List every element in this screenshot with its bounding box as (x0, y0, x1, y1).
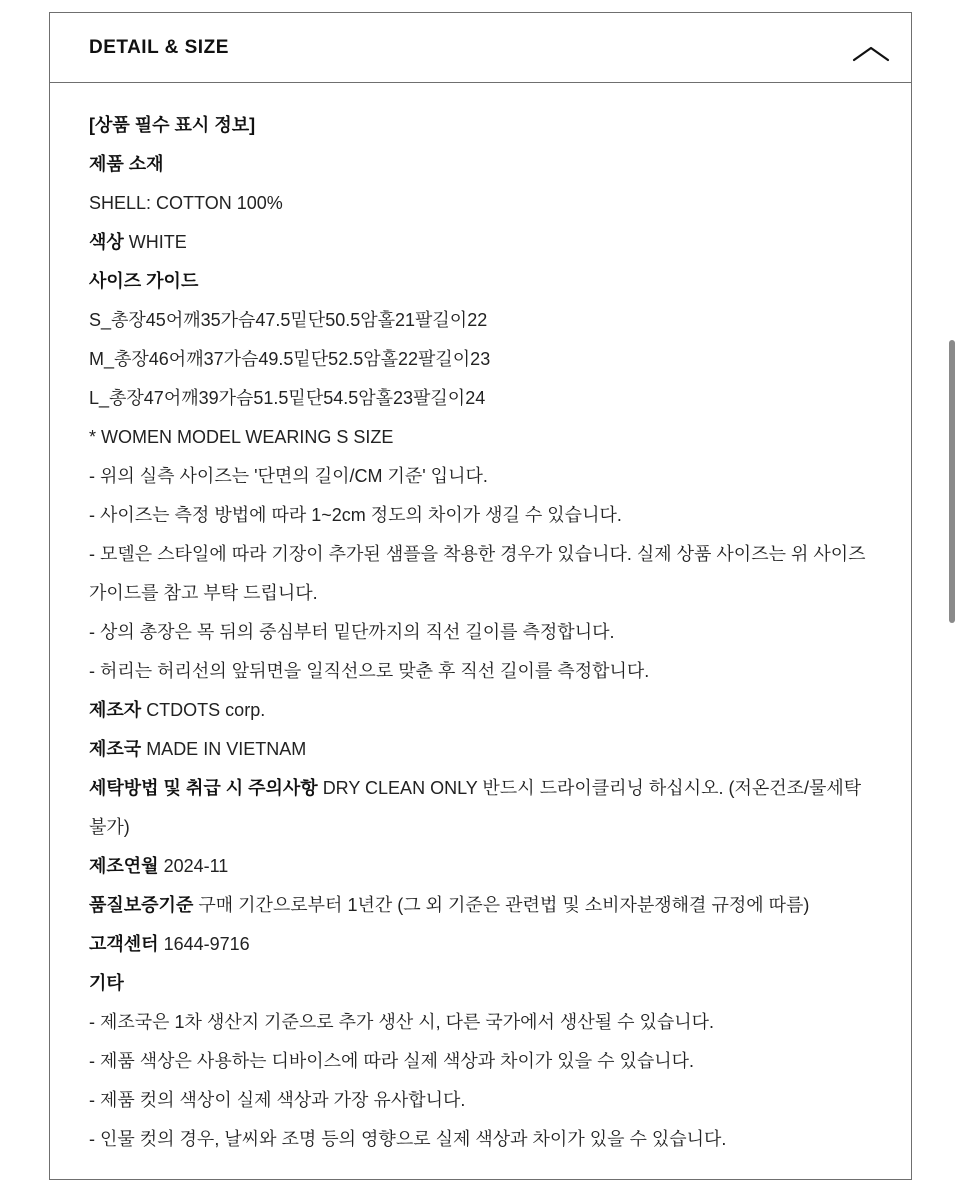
color-label: 색상 (89, 232, 124, 252)
size-note: - 위의 실측 사이즈는 '단면의 길이/CM 기준' 입니다. (89, 466, 488, 486)
size-note: - 모델은 스타일에 따라 기장이 추가된 샘플을 착용한 경우가 있습니다. 실제 상품 사이즈는 위 사이즈 가이드를 참고 부탁 드립니다. (89, 544, 866, 603)
etc-note: - 인물 컷의 경우, 날씨와 조명 등의 영향으로 실제 색상과 차이가 있을 수 있습니다. (89, 1129, 727, 1149)
manufacturer-label: 제조자 (89, 700, 142, 720)
country-value: MADE IN VIETNAM (146, 739, 307, 759)
warranty-value: 구매 기간으로부터 1년간 (그 외 기준은 관련법 및 소비자분쟁해결 규정에 따름) (198, 895, 810, 915)
size-row-l: L_총장47어깨39가슴51.5밑단54.5암홀23팔길이24 (89, 388, 486, 408)
cs-label: 고객센터 (89, 934, 159, 954)
warranty-row (89, 886, 871, 925)
detail-size-panel (49, 12, 912, 1180)
cs-row (89, 925, 871, 964)
size-note: - 사이즈는 측정 방법에 따라 1~2cm 정도의 차이가 생길 수 있습니다. (89, 505, 622, 525)
material-label: 제품 소재 (89, 154, 164, 174)
material-value: SHELL: COTTON 100% (89, 193, 283, 213)
care-label: 세탁방법 및 취급 시 주의사항 (89, 778, 318, 798)
section-title: [상품 필수 표시 정보] (89, 115, 256, 135)
etc-note: - 제품 컷의 색상이 실제 색상과 가장 유사합니다. (89, 1090, 466, 1110)
size-guide-label: 사이즈 가이드 (89, 271, 199, 291)
care-value: DRY CLEAN ONLY 반드시 드라이클리닝 하십시오. (저온건조/물세탁 불가) (89, 778, 862, 837)
detail-content (89, 106, 871, 1159)
size-row-s: S_총장45어깨35가슴47.5밑단50.5암홀21팔길이22 (89, 310, 488, 330)
scrollbar-thumb[interactable] (949, 340, 955, 623)
manufacturer-row (89, 691, 871, 730)
accordion-header[interactable] (50, 13, 911, 83)
size-row-m: M_총장46어깨37가슴49.5밑단52.5암홀22팔길이23 (89, 349, 491, 369)
country-label: 제조국 (89, 739, 142, 759)
etc-note: - 제품 색상은 사용하는 디바이스에 따라 실제 색상과 차이가 있을 수 있습니다. (89, 1051, 695, 1071)
manufacturer-value: CTDOTS corp. (146, 700, 266, 720)
etc-note: - 제조국은 1차 생산지 기준으로 추가 생산 시, 다른 국가에서 생산될 수 있습니다. (89, 1012, 715, 1032)
chevron-up-icon[interactable] (851, 43, 891, 63)
panel-title: DETAIL & SIZE (89, 37, 229, 58)
cs-value: 1644-9716 (163, 934, 250, 954)
date-value: 2024-11 (163, 856, 229, 876)
date-label: 제조연월 (89, 856, 159, 876)
care-row (89, 769, 871, 847)
etc-label: 기타 (89, 973, 124, 993)
warranty-label: 품질보증기준 (89, 895, 194, 915)
model-note: * WOMEN MODEL WEARING S SIZE (89, 427, 394, 447)
country-row (89, 730, 871, 769)
size-note: - 허리는 허리선의 앞뒤면을 일직선으로 맞춘 후 직선 길이를 측정합니다. (89, 661, 650, 681)
color-row (89, 223, 871, 262)
date-row (89, 847, 871, 886)
color-value: WHITE (128, 232, 187, 252)
size-note: - 상의 총장은 목 뒤의 중심부터 밑단까지의 직선 길이를 측정합니다. (89, 622, 615, 642)
